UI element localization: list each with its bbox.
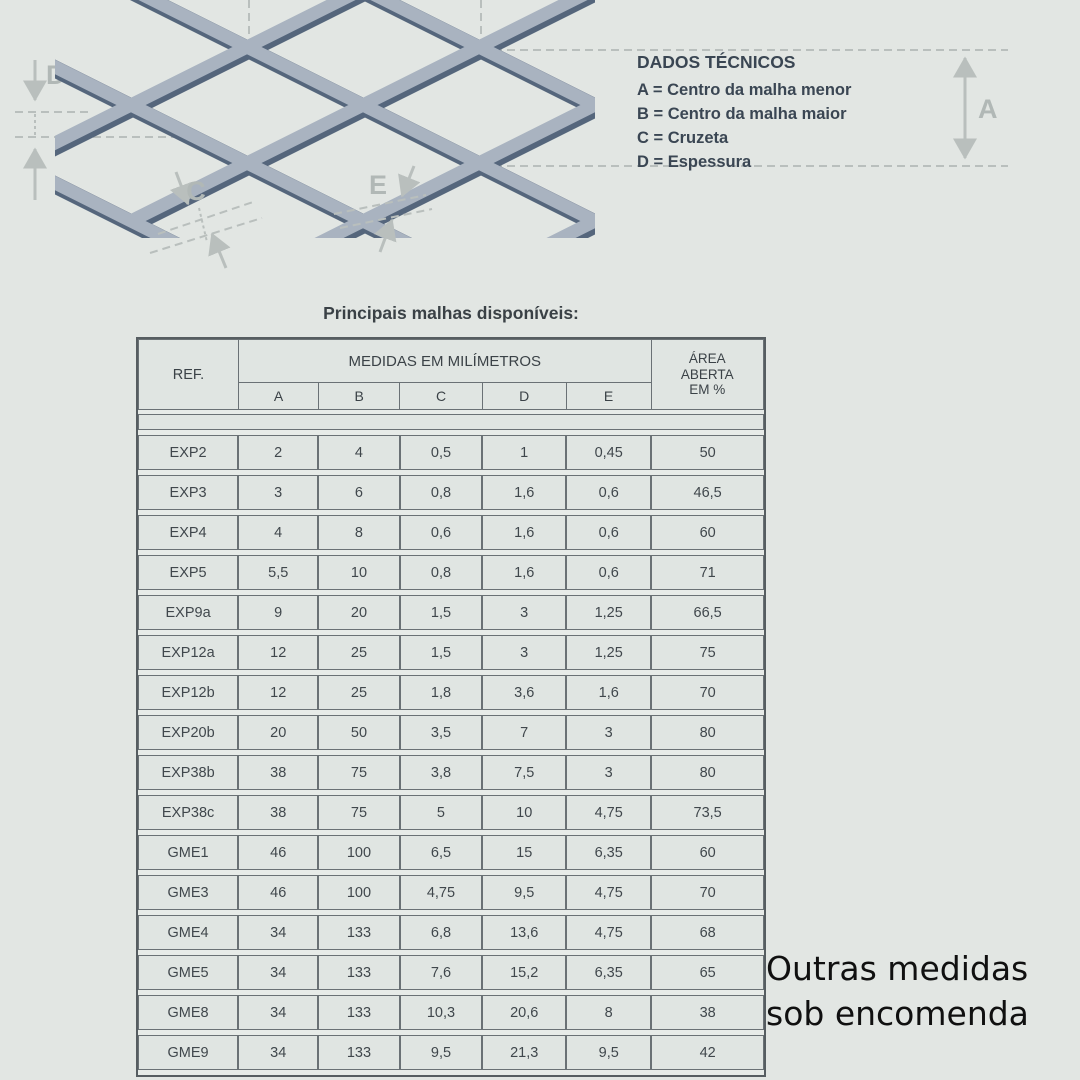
- col-header-c: C: [400, 383, 483, 410]
- cell-b: 4: [318, 435, 399, 470]
- cell-ref: GME4: [138, 915, 238, 950]
- legend-item-a: A = Centro da malha menor: [637, 81, 852, 99]
- table-row: [138, 715, 764, 750]
- mesh-sizes-table: [136, 337, 766, 1077]
- cell-d: 9,5: [482, 875, 566, 910]
- cell-d: 7,5: [482, 755, 566, 790]
- cell-c: 0,8: [400, 555, 483, 590]
- cell-e: 0,6: [566, 475, 651, 510]
- cell-e: 8: [566, 995, 651, 1030]
- cell-c: 7,6: [400, 955, 483, 990]
- cell-c: 1,5: [400, 635, 483, 670]
- cell-d: 13,6: [482, 915, 566, 950]
- table-row: [138, 555, 764, 590]
- cell-ref: EXP9a: [138, 595, 238, 630]
- cell-ref: GME1: [138, 835, 238, 870]
- cell-ref: GME9: [138, 1035, 238, 1070]
- cell-b: 133: [318, 995, 399, 1030]
- cell-area: 46,5: [651, 475, 764, 510]
- cell-c: 3,8: [400, 755, 483, 790]
- cell-e: 6,35: [566, 835, 651, 870]
- cell-d: 20,6: [482, 995, 566, 1030]
- cell-e: 4,75: [566, 915, 651, 950]
- cell-a: 4: [238, 515, 318, 550]
- cell-d: 10: [482, 795, 566, 830]
- cell-a: 2: [238, 435, 318, 470]
- cell-e: 1,6: [566, 675, 651, 710]
- cell-area: 80: [651, 715, 764, 750]
- dim-label-d: D: [46, 60, 66, 90]
- table-row: [138, 675, 764, 710]
- table-row: [138, 1035, 764, 1070]
- cell-area: 38: [651, 995, 764, 1030]
- legend-item-c: C = Cruzeta: [637, 129, 729, 147]
- cell-area: 42: [651, 1035, 764, 1070]
- cell-area: 73,5: [651, 795, 764, 830]
- cell-a: 34: [238, 955, 318, 990]
- spacer-row: [138, 414, 764, 430]
- cell-b: 25: [318, 675, 399, 710]
- cell-c: 4,75: [400, 875, 483, 910]
- cell-a: 12: [238, 635, 318, 670]
- cell-area: 68: [651, 915, 764, 950]
- cell-d: 15: [482, 835, 566, 870]
- table-row: [138, 635, 764, 670]
- cell-ref: EXP12b: [138, 675, 238, 710]
- cell-a: 38: [238, 795, 318, 830]
- cell-c: 3,5: [400, 715, 483, 750]
- legend-item-d: D = Espessura: [637, 153, 752, 171]
- col-header-d: D: [482, 383, 566, 410]
- cell-e: 9,5: [566, 1035, 651, 1070]
- cell-b: 8: [318, 515, 399, 550]
- cell-b: 100: [318, 875, 399, 910]
- table-row: [138, 475, 764, 510]
- cell-ref: EXP38b: [138, 755, 238, 790]
- cell-c: 6,8: [400, 915, 483, 950]
- cell-c: 0,5: [400, 435, 483, 470]
- dim-label-a: A: [978, 94, 998, 124]
- cell-a: 12: [238, 675, 318, 710]
- cell-b: 75: [318, 795, 399, 830]
- cell-b: 6: [318, 475, 399, 510]
- table-title: Principais malhas disponíveis:: [323, 303, 579, 323]
- cell-c: 9,5: [400, 1035, 483, 1070]
- cell-ref: GME3: [138, 875, 238, 910]
- cell-area: 80: [651, 755, 764, 790]
- cell-b: 25: [318, 635, 399, 670]
- cell-b: 133: [318, 955, 399, 990]
- cell-ref: GME8: [138, 995, 238, 1030]
- cell-ref: GME5: [138, 955, 238, 990]
- cell-c: 1,5: [400, 595, 483, 630]
- cell-a: 5,5: [238, 555, 318, 590]
- cell-b: 75: [318, 755, 399, 790]
- col-header-a: A: [239, 383, 319, 410]
- cell-a: 34: [238, 915, 318, 950]
- footer-note-line: Outras medidas: [766, 949, 1029, 988]
- dimension-a-annotation: [965, 58, 998, 158]
- table-row: [138, 595, 764, 630]
- cell-d: 3,6: [482, 675, 566, 710]
- cell-e: 3: [566, 715, 651, 750]
- cell-area: 70: [651, 875, 764, 910]
- cell-ref: EXP4: [138, 515, 238, 550]
- col-header-e: E: [566, 383, 651, 410]
- table-row: [138, 515, 764, 550]
- cell-d: 3: [482, 635, 566, 670]
- cell-a: 38: [238, 755, 318, 790]
- area-header-line: EM %: [689, 382, 726, 398]
- cell-area: 65: [651, 955, 764, 990]
- cell-e: 0,6: [566, 515, 651, 550]
- cell-c: 0,8: [400, 475, 483, 510]
- cell-d: 15,2: [482, 955, 566, 990]
- technical-data-legend: [637, 52, 851, 174]
- cell-e: 0,45: [566, 435, 651, 470]
- legend-item-b: B = Centro da malha maior: [637, 105, 847, 123]
- cell-e: 4,75: [566, 795, 651, 830]
- cell-b: 20: [318, 595, 399, 630]
- col-header-area: [651, 340, 764, 410]
- cell-c: 0,6: [400, 515, 483, 550]
- cell-area: 70: [651, 675, 764, 710]
- table-row: [138, 435, 764, 470]
- col-header-b: B: [319, 383, 400, 410]
- table-row: [138, 955, 764, 990]
- cell-area: 50: [651, 435, 764, 470]
- table-row: [138, 795, 764, 830]
- cell-a: 9: [238, 595, 318, 630]
- cell-b: 133: [318, 1035, 399, 1070]
- col-header-ref: REF.: [139, 340, 239, 410]
- cell-ref: EXP38c: [138, 795, 238, 830]
- area-header-line: ÁREA: [688, 351, 726, 367]
- cell-c: 5: [400, 795, 483, 830]
- dim-label-c: C: [186, 176, 206, 206]
- cell-ref: EXP3: [138, 475, 238, 510]
- table-header: [138, 339, 764, 410]
- cell-ref: EXP20b: [138, 715, 238, 750]
- cell-e: 3: [566, 755, 651, 790]
- cell-ref: EXP12a: [138, 635, 238, 670]
- cell-a: 46: [238, 875, 318, 910]
- legend-title: DADOS TÉCNICOS: [637, 52, 796, 72]
- cell-a: 20: [238, 715, 318, 750]
- area-header-line: ABERTA: [680, 366, 734, 382]
- cell-a: 46: [238, 835, 318, 870]
- cell-c: 1,8: [400, 675, 483, 710]
- cell-area: 66,5: [651, 595, 764, 630]
- dimension-guides: [249, 0, 1008, 166]
- cell-a: 34: [238, 1035, 318, 1070]
- cell-area: 75: [651, 635, 764, 670]
- table-body-table: [138, 409, 764, 1075]
- expanded-metal-diagram: [0, 0, 1010, 272]
- cell-a: 34: [238, 995, 318, 1030]
- cell-c: 6,5: [400, 835, 483, 870]
- cell-d: 1,6: [482, 515, 566, 550]
- table-row: [138, 835, 764, 870]
- cell-ref: EXP5: [138, 555, 238, 590]
- cell-d: 1,6: [482, 475, 566, 510]
- cell-area: 71: [651, 555, 764, 590]
- table-row: [138, 875, 764, 910]
- cell-e: 1,25: [566, 595, 651, 630]
- cell-b: 133: [318, 915, 399, 950]
- cell-b: 50: [318, 715, 399, 750]
- dim-label-e: E: [368, 170, 388, 200]
- cell-area: 60: [651, 515, 764, 550]
- table-row: [138, 755, 764, 790]
- cell-b: 10: [318, 555, 399, 590]
- cell-d: 3: [482, 595, 566, 630]
- footer-note-line: sob encomenda: [766, 994, 1029, 1033]
- table-body: [138, 414, 764, 1070]
- col-header-measures: MEDIDAS EM MILÍMETROS: [239, 340, 652, 383]
- cell-ref: EXP2: [138, 435, 238, 470]
- table-row: [138, 915, 764, 950]
- footer-note: [766, 946, 1029, 1036]
- cell-e: 0,6: [566, 555, 651, 590]
- cell-a: 3: [238, 475, 318, 510]
- cell-e: 1,25: [566, 635, 651, 670]
- cell-b: 100: [318, 835, 399, 870]
- cell-d: 1,6: [482, 555, 566, 590]
- cell-area: 60: [651, 835, 764, 870]
- cell-d: 21,3: [482, 1035, 566, 1070]
- table-row: [138, 995, 764, 1030]
- cell-d: 7: [482, 715, 566, 750]
- cell-e: 6,35: [566, 955, 651, 990]
- cell-c: 10,3: [400, 995, 483, 1030]
- cell-d: 1: [482, 435, 566, 470]
- cell-e: 4,75: [566, 875, 651, 910]
